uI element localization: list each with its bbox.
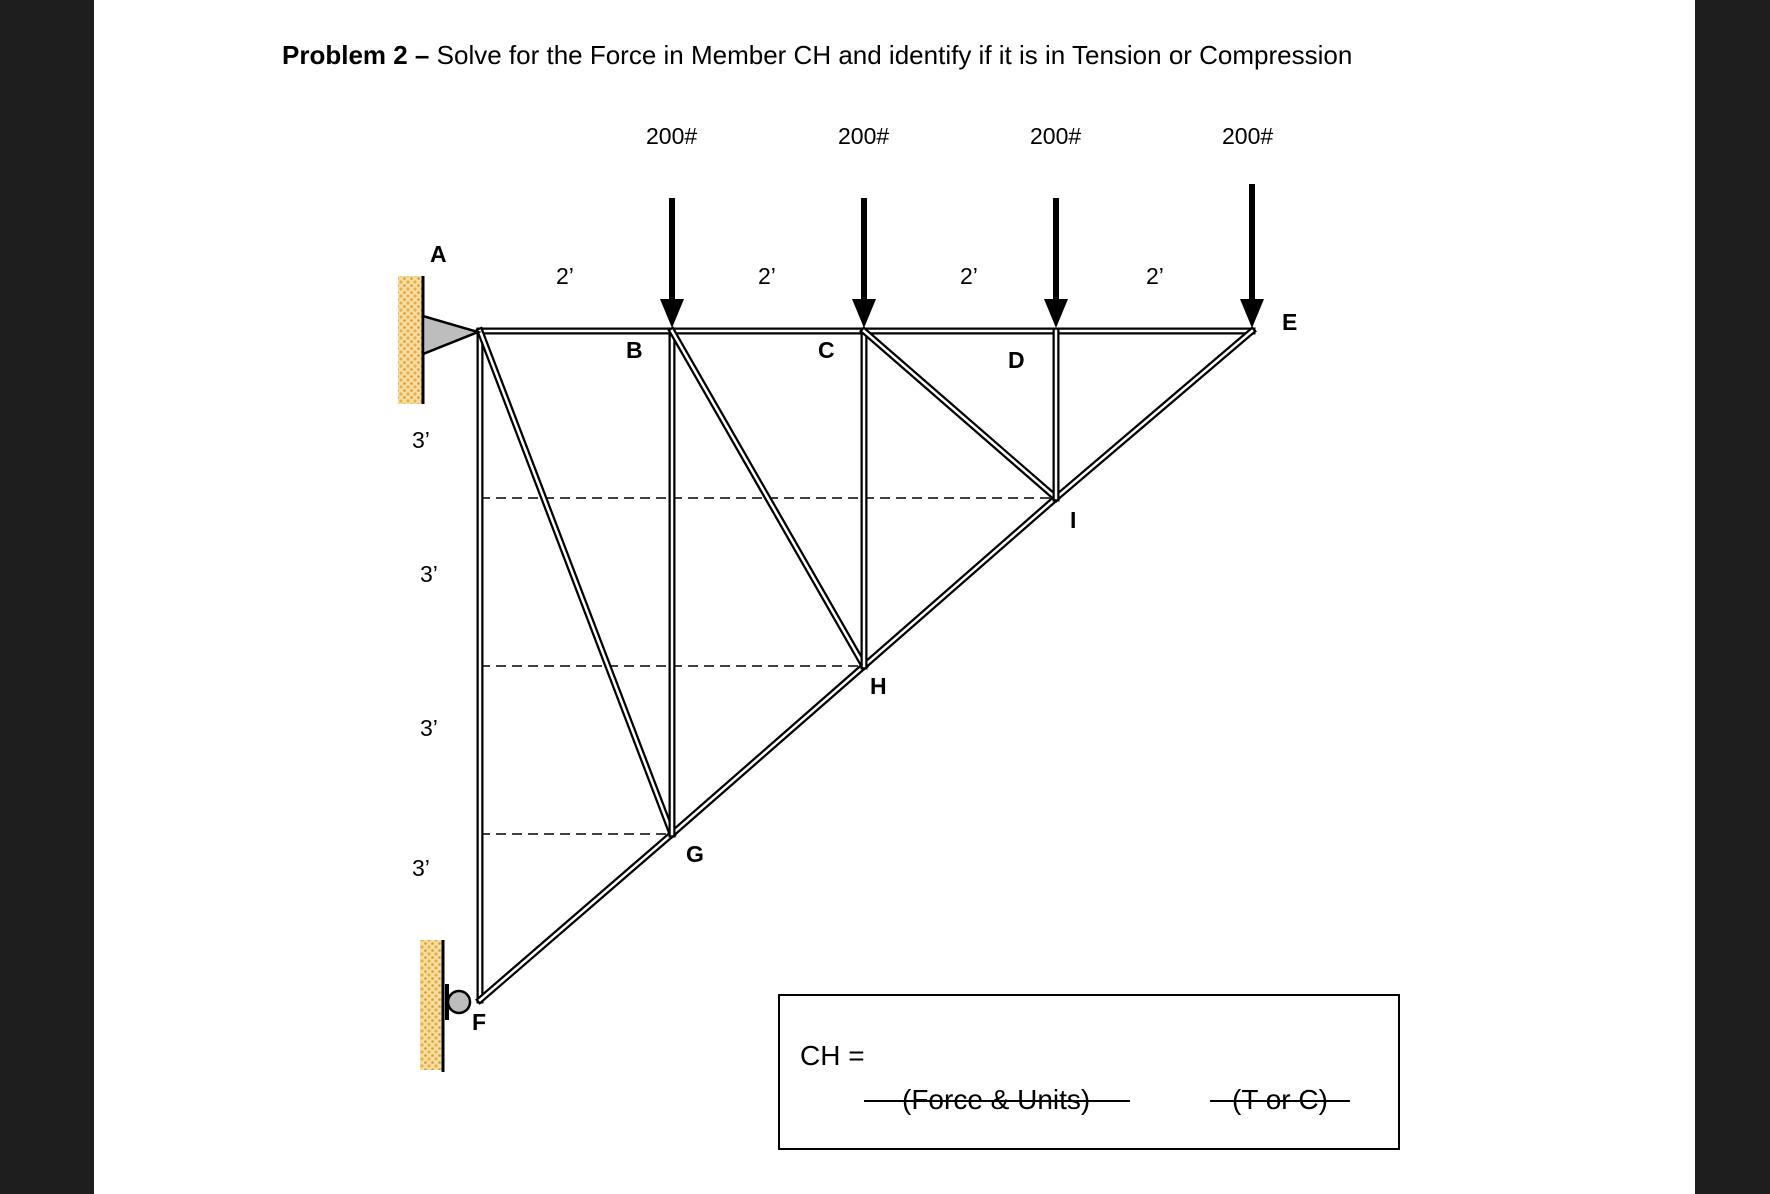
dim-vertical-3: 3’ [420, 715, 438, 741]
load-label-C: 200# [838, 123, 890, 149]
node-label-F: F [472, 1009, 487, 1035]
dim-horizontal-4: 2’ [1146, 263, 1164, 289]
answer-member-label: CH = [800, 1040, 865, 1071]
dim-vertical-1: 3’ [412, 427, 430, 453]
node-label-H: H [870, 673, 887, 699]
dim-horizontal-3: 2’ [960, 263, 978, 289]
member-GH [672, 666, 864, 834]
tc-caption: (T or C) [1232, 1084, 1328, 1115]
load-label-E: 200# [1222, 123, 1274, 149]
load-arrow-E [1240, 184, 1264, 328]
node-label-I: I [1070, 507, 1077, 533]
dim-vertical-4: 3’ [412, 855, 430, 881]
problem-prompt: Solve for the Force in Member CH and identify if it is in Tension or Compression [436, 40, 1353, 70]
problem-number: Problem 2 – [282, 40, 430, 70]
load-arrow-C [852, 198, 876, 328]
pin-support [398, 276, 478, 404]
dim-horizontal-1: 2’ [556, 263, 574, 289]
node-label-A: A [430, 241, 447, 267]
node-label-E: E [1282, 309, 1298, 335]
member-FG [480, 834, 672, 1000]
load-label-D: 200# [1030, 123, 1082, 149]
node-label-G: G [686, 841, 704, 867]
load-label-B: 200# [646, 123, 698, 149]
member-IE [1056, 331, 1252, 498]
roller-support [420, 940, 470, 1072]
member-CI [864, 331, 1056, 498]
load-arrow-D [1044, 198, 1068, 328]
node-label-B: B [626, 337, 643, 363]
node-label-C: C [818, 337, 835, 363]
member-HI [864, 498, 1056, 666]
load-arrow-B [660, 198, 684, 328]
dim-vertical-2: 3’ [420, 561, 438, 587]
dim-horizontal-2: 2’ [758, 263, 776, 289]
load-arrows [660, 184, 1264, 328]
member-AG [480, 331, 672, 834]
force-units-caption: (Force & Units) [902, 1084, 1091, 1115]
node-label-D: D [1008, 347, 1025, 373]
